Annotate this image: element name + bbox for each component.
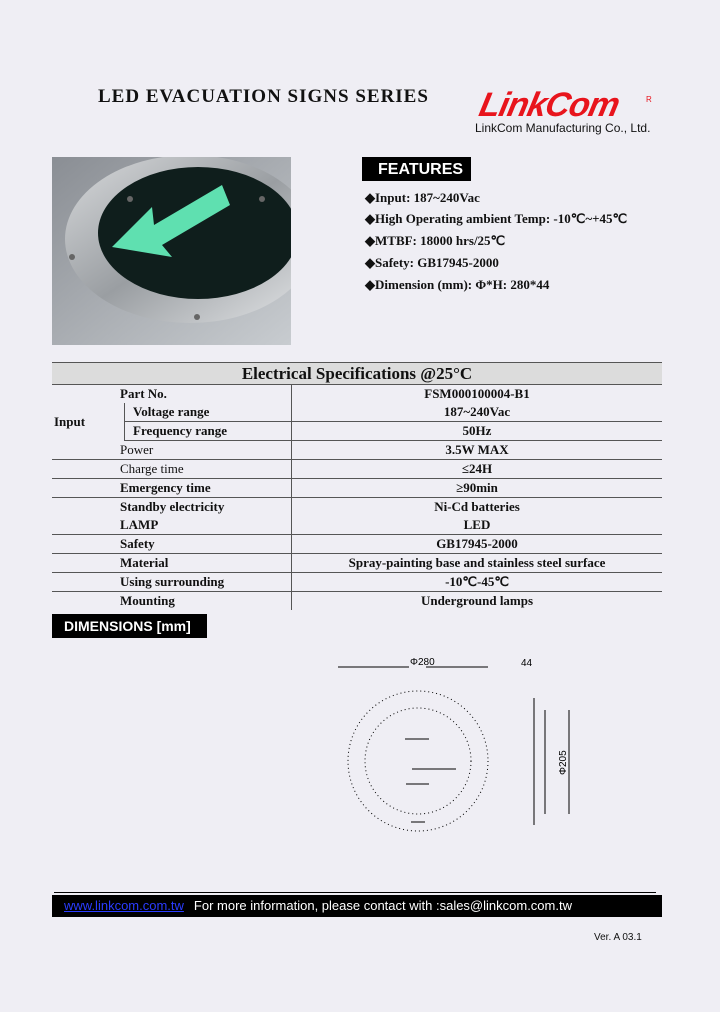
registered-mark: R <box>646 95 652 104</box>
spec-label: Mounting <box>120 593 175 608</box>
spec-value: 187~240Vac <box>292 403 663 422</box>
feature-safety: ◆Safety: GB17945-2000 <box>365 255 499 270</box>
spec-value: FSM000100004-B1 <box>292 385 663 404</box>
page-title: LED EVACUATION SIGNS SERIES <box>98 86 429 107</box>
dimensions-heading: DIMENSIONS [mm] <box>52 614 207 638</box>
spec-label: Emergency time <box>52 479 292 498</box>
features-heading: FEATURES <box>362 157 471 181</box>
feature-input: ◆Input: 187~240Vac <box>365 190 480 205</box>
spec-label: Power <box>52 441 292 460</box>
spec-value: ≥90min <box>292 479 663 498</box>
diameter-label: Φ280 <box>410 657 435 668</box>
spec-label: Charge time <box>52 460 292 479</box>
spec-label: Voltage range <box>125 403 292 422</box>
spec-table <box>52 362 662 610</box>
spec-table-title: Electrical Specifications @25°C <box>52 363 662 385</box>
version-label: Ver. A 03.1 <box>594 932 642 943</box>
feature-temp: ◆High Operating ambient Temp: -10℃~+45℃ <box>365 211 628 226</box>
spec-value: 3.5W MAX <box>292 441 663 460</box>
spec-value: 50Hz <box>292 422 663 441</box>
spec-label: LAMP <box>52 516 292 535</box>
spec-value: Ni-Cd batteries <box>292 498 663 517</box>
spec-value: -10℃-45℃ <box>292 573 663 592</box>
spec-label: Material <box>52 554 292 573</box>
spec-value: GB17945-2000 <box>292 535 663 554</box>
spec-label: Using surrounding <box>52 573 292 592</box>
contact-text: For more information, please contact with :sales@linkcom.com.tw <box>193 898 572 913</box>
feature-mtbf: ◆MTBF: 18000 hrs/25℃ <box>365 233 506 248</box>
company-name: LinkCom Manufacturing Co., Ltd. <box>475 121 651 135</box>
height-label: 44 <box>521 658 533 669</box>
dimension-drawing <box>330 650 590 850</box>
spec-value: LED <box>292 516 663 535</box>
feature-dimension: ◆Dimension (mm): Φ*H: 280*44 <box>365 277 550 292</box>
spec-value: ≤24H <box>292 460 663 479</box>
inner-diameter-label: Φ205 <box>558 750 569 775</box>
spec-value: Spray-painting base and stainless steel surface <box>292 554 663 573</box>
linkcom-logo: LinkCom <box>475 86 623 124</box>
website-link[interactable]: www.linkcom.com.tw <box>64 898 184 913</box>
spec-label: Part No. <box>120 386 167 401</box>
input-group-label: Input <box>54 413 86 429</box>
spec-value: Underground lamps <box>292 592 663 611</box>
spec-label: Standby electricity <box>120 499 225 514</box>
product-photo <box>52 157 291 345</box>
spec-label: Safety <box>52 535 292 554</box>
spec-label: Frequency range <box>125 422 292 441</box>
footer-divider <box>54 892 656 893</box>
footer-bar <box>52 895 662 917</box>
